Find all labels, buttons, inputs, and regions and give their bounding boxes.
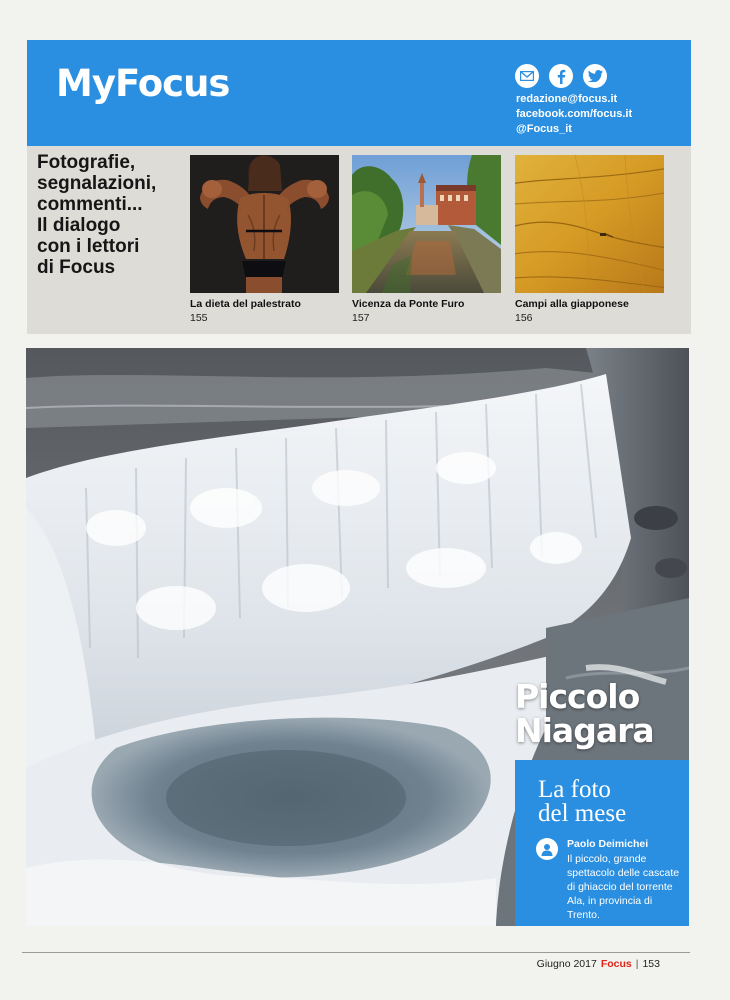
caption-box xyxy=(515,760,689,926)
thumb-page-number: 155 xyxy=(190,312,208,324)
header-band xyxy=(27,40,691,146)
issue-date: Giugno 2017 xyxy=(536,958,597,970)
thumb-label: Vicenza da Ponte Furo xyxy=(352,298,465,310)
intro-title-line: di Focus xyxy=(37,257,116,278)
footer-separator: | xyxy=(635,958,639,970)
thumb-card-fields[interactable] xyxy=(515,155,664,325)
intro-title-line: con i lettori xyxy=(37,236,140,257)
footer-brand: Focus xyxy=(600,958,632,970)
feature-title-line: Piccolo xyxy=(515,677,640,716)
contact-twitter[interactable]: @Focus_it xyxy=(516,123,572,135)
section-brand: MyFocus xyxy=(56,62,230,105)
intro-title-line: Il dialogo xyxy=(37,215,121,236)
twitter-icon xyxy=(583,64,607,88)
bodybuilder-photo xyxy=(190,155,339,293)
user-icon xyxy=(536,838,558,860)
thumb-card-vicenza[interactable] xyxy=(352,155,501,325)
feature-title xyxy=(515,677,654,750)
thumb-page-number: 157 xyxy=(352,312,370,324)
facebook-icon xyxy=(549,64,573,88)
footer-rule xyxy=(22,952,690,953)
mail-icon xyxy=(515,64,539,88)
social-icons xyxy=(515,64,607,88)
thumb-page-number: 156 xyxy=(515,312,533,324)
fields-photo xyxy=(515,155,664,293)
contact-email[interactable]: redazione@focus.it xyxy=(516,93,618,105)
intro-title-line: Fotografie, xyxy=(37,152,136,173)
contact-list xyxy=(516,92,632,137)
caption-heading-line: La foto xyxy=(538,776,611,803)
intro-title xyxy=(37,152,187,278)
page-footer xyxy=(537,958,660,970)
page-number: 153 xyxy=(642,958,660,970)
photo-caption: Il piccolo, grande spettacolo delle cascate di ghiaccio del torrente Ala, in provincia di Trento. xyxy=(567,853,680,921)
vicenza-photo xyxy=(352,155,501,293)
intro-title-line: commenti... xyxy=(37,194,143,215)
feature-title-line: Niagara xyxy=(515,711,654,750)
caption-heading-line: del mese xyxy=(538,800,627,827)
thumb-label: La dieta del palestrato xyxy=(190,298,301,310)
intro-strip xyxy=(27,146,691,334)
feature-photo xyxy=(26,348,689,926)
contact-facebook[interactable]: facebook.com/focus.it xyxy=(516,108,633,120)
photo-author: Paolo Deimichei xyxy=(567,838,649,850)
caption-heading xyxy=(538,778,678,826)
thumb-card-bodybuilder[interactable] xyxy=(190,155,339,325)
thumb-label: Campi alla giapponese xyxy=(515,298,629,310)
intro-title-line: segnalazioni, xyxy=(37,173,157,194)
